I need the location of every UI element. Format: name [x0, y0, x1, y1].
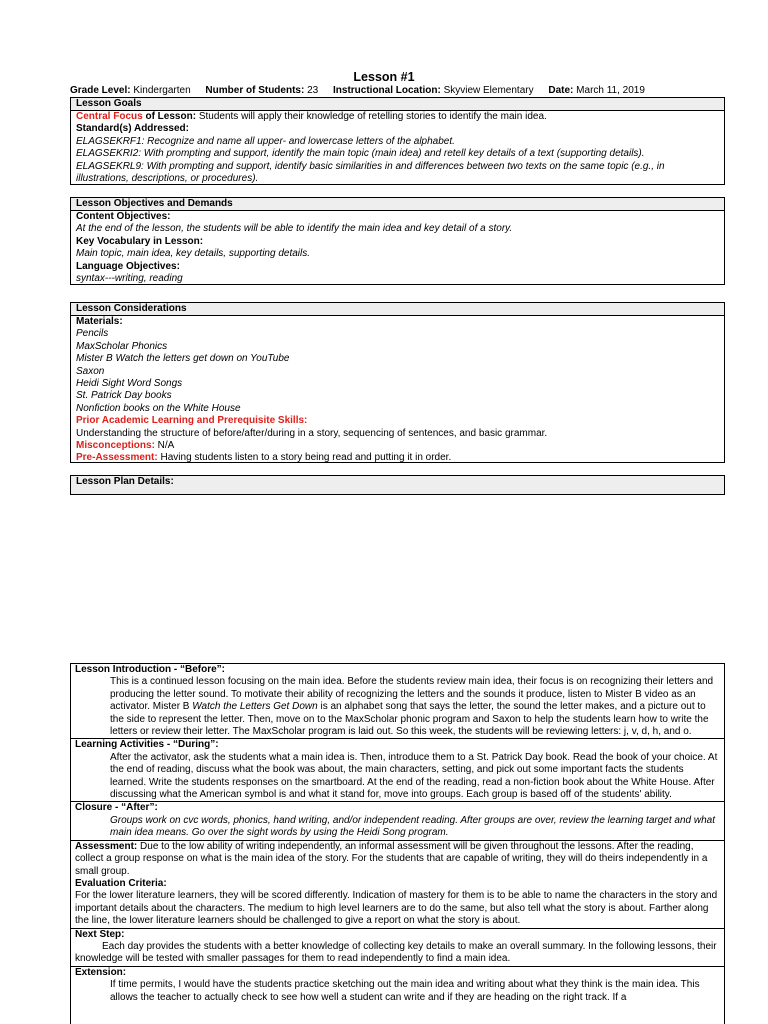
central-focus-label: Central Focus — [76, 111, 143, 122]
misconceptions — [76, 440, 719, 452]
introduction-song-title: Watch the Letters Get Down — [192, 701, 318, 713]
misconceptions-label: Misconceptions: — [76, 440, 155, 452]
central-focus-text: Students will apply their knowledge of retelling stories to identify the main idea. — [198, 111, 547, 122]
during-text: After the activator, ask the students what a main idea is. Then, introduce them to a St. Patrick Day book. Read the book of your choice. At the end of reading, discuss what the book was about, the main characters, setting, and pick out some important facts the students learned. Write the students responses on the smartboard. At the end of the reading, read a non-fiction book about the White House. After discussing what the American symbol is and what it stand for, move into groups. Each group is based off of the students' ability. — [110, 751, 718, 801]
material-item: Nonfiction books on the White House — [76, 402, 241, 414]
lesson-goals-section — [70, 97, 725, 185]
material-item: Pencils — [76, 328, 109, 340]
date-label: Date: — [548, 85, 574, 96]
materials-label: Materials: — [76, 316, 123, 327]
grade-label: Grade Level: — [70, 85, 131, 96]
standards-label: Standard(s) Addressed: — [76, 123, 189, 135]
page-title: Lesson #1 — [353, 70, 415, 84]
introduction-text — [75, 676, 720, 738]
introduction-text-part: is an alphabet song that says the letter, the sound the letter makes, and a picture out to the side to represent the letter. Then, move on to the MaxScholar phonic program and Saxon to help the students learn how to write the letters or review their letter. The MaxScholar program is laid out. So this week, the students will be reviewing letters: j, v, d, h, and o. — [110, 701, 709, 738]
material-item: MaxScholar Phonics — [76, 340, 168, 352]
lesson-meta — [70, 85, 730, 97]
introduction-label: Lesson Introduction - “Before”: — [75, 664, 225, 675]
content-objectives-label: Content Objectives: — [76, 211, 171, 222]
section-header: Lesson Objectives and Demands — [71, 198, 724, 211]
standard-item: ELAGSEKRI2: With prompting and support, identify the main topic (main idea) and retell key details of a text (supporting details). — [76, 148, 645, 160]
extension-text: If time permits, I would have the students practice sketching out the main idea and writing about what they think is the main idea. This allows the teacher to actually check to see how well a student can write and if they are heading on the right track. If a — [110, 979, 700, 1003]
evaluation-text: For the lower literature learners, they will be scored differently. Indication of mastery for them is to be able to name the characters in the story and important details about the characters. The medium to high level learners are to do the same, but also tell what the story is about. Farther along the line, the lower literature learners should be challenged to give a report on what the story is about. — [75, 890, 718, 927]
date-value: March 11, 2019 — [576, 85, 645, 96]
material-item: Mister B Watch the letters get down on YouTube — [76, 353, 290, 365]
vocabulary-text: Main topic, main idea, key details, supporting details. — [76, 248, 311, 260]
during-row — [71, 739, 724, 802]
prior-learning-label: Prior Academic Learning and Prerequisite Skills: — [76, 415, 308, 427]
lesson-plan-details-section — [70, 475, 725, 495]
prior-learning-text: Understanding the structure of before/after/during in a story, sequencing of sentences, and basic grammar. — [76, 427, 548, 439]
extension-label: Extension: — [75, 966, 127, 978]
closure-text: Groups work on cvc words, phonics, hand writing, and/or independent reading. After groups are over, review the learning target and what main idea means. Go over the sight words by using the Heidi Song program. — [110, 814, 715, 839]
section-header: Lesson Plan Details: — [76, 476, 174, 487]
assessment-text: Due to the low ability of writing independently, an informal assessment will be given throughout the lessons. After the reading, collect a group response on what is the main idea of the story. For the students that are capable of writing, they will do theirs independently in a small group. — [75, 840, 708, 877]
closure-label: Closure - “After”: — [75, 802, 158, 814]
introduction-row — [71, 664, 724, 739]
introduction-text-part: This is a continued lesson focusing on the main idea. Before the students review main idea, their focus is on recognizing their letters and producing the letter sound. To motivate their ability of recognizing the letters and the sounds it produce, listen to Mister B video as an activator. Mister B — [110, 676, 714, 713]
location-value: Skyview Elementary — [443, 85, 534, 96]
material-item: Heidi Sight Word Songs — [76, 378, 183, 390]
lesson-details-table — [70, 663, 725, 1024]
standard-item: ELAGSEKRF1: Recognize and name all upper- and lowercase letters of the alphabet. — [76, 135, 455, 147]
section-header: Lesson Goals — [71, 98, 724, 111]
next-step-row — [71, 929, 724, 967]
pre-assessment-text: Having students listen to a story being read and putting it in order. — [157, 452, 452, 464]
grade-value: Kindergarten — [133, 85, 191, 96]
language-objectives-text: syntax---writing, reading — [76, 273, 183, 285]
next-step-text: Each day provides the students with a better knowledge of collecting key details to make an overall summary. In the following lessons, their knowledge will be tested with smaller passages for them to read independently to find a main idea. — [75, 940, 717, 965]
next-step-label: Next Step: — [75, 928, 125, 940]
central-focus-label-rest: of Lesson: — [142, 111, 197, 122]
assessment-row — [71, 841, 724, 929]
assessment — [75, 841, 720, 878]
standard-item: ELAGSEKRL9: With prompting and support, identify basic similarities in and differences between two texts on the same topic (e.g., in illustrations, descriptions, or procedures). — [76, 160, 665, 185]
material-item: Saxon — [76, 365, 105, 377]
students-value: 23 — [307, 85, 319, 96]
pre-assessment — [76, 452, 719, 464]
content-objectives-text: At the end of the lesson, the students will be able to identify the main idea and key detail of a story. — [76, 223, 513, 235]
section-header: Lesson Considerations — [71, 303, 724, 316]
closure-row — [71, 802, 724, 840]
extension-row — [71, 967, 724, 1004]
lesson-considerations-section — [70, 302, 725, 463]
vocabulary-label: Key Vocabulary in Lesson: — [76, 235, 204, 247]
assessment-label: Assessment: — [75, 840, 138, 852]
pre-assessment-label: Pre-Assessment: — [76, 452, 158, 464]
lesson-objectives-section — [70, 197, 725, 285]
language-objectives-label: Language Objectives: — [76, 260, 180, 272]
material-item: St. Patrick Day books — [76, 390, 172, 402]
misconceptions-text: N/A — [154, 440, 175, 452]
students-label: Number of Students: — [205, 85, 305, 96]
evaluation-label: Evaluation Criteria: — [75, 877, 167, 889]
central-focus — [76, 111, 719, 123]
during-label: Learning Activities - “During”: — [75, 739, 219, 751]
location-label: Instructional Location: — [333, 85, 441, 96]
